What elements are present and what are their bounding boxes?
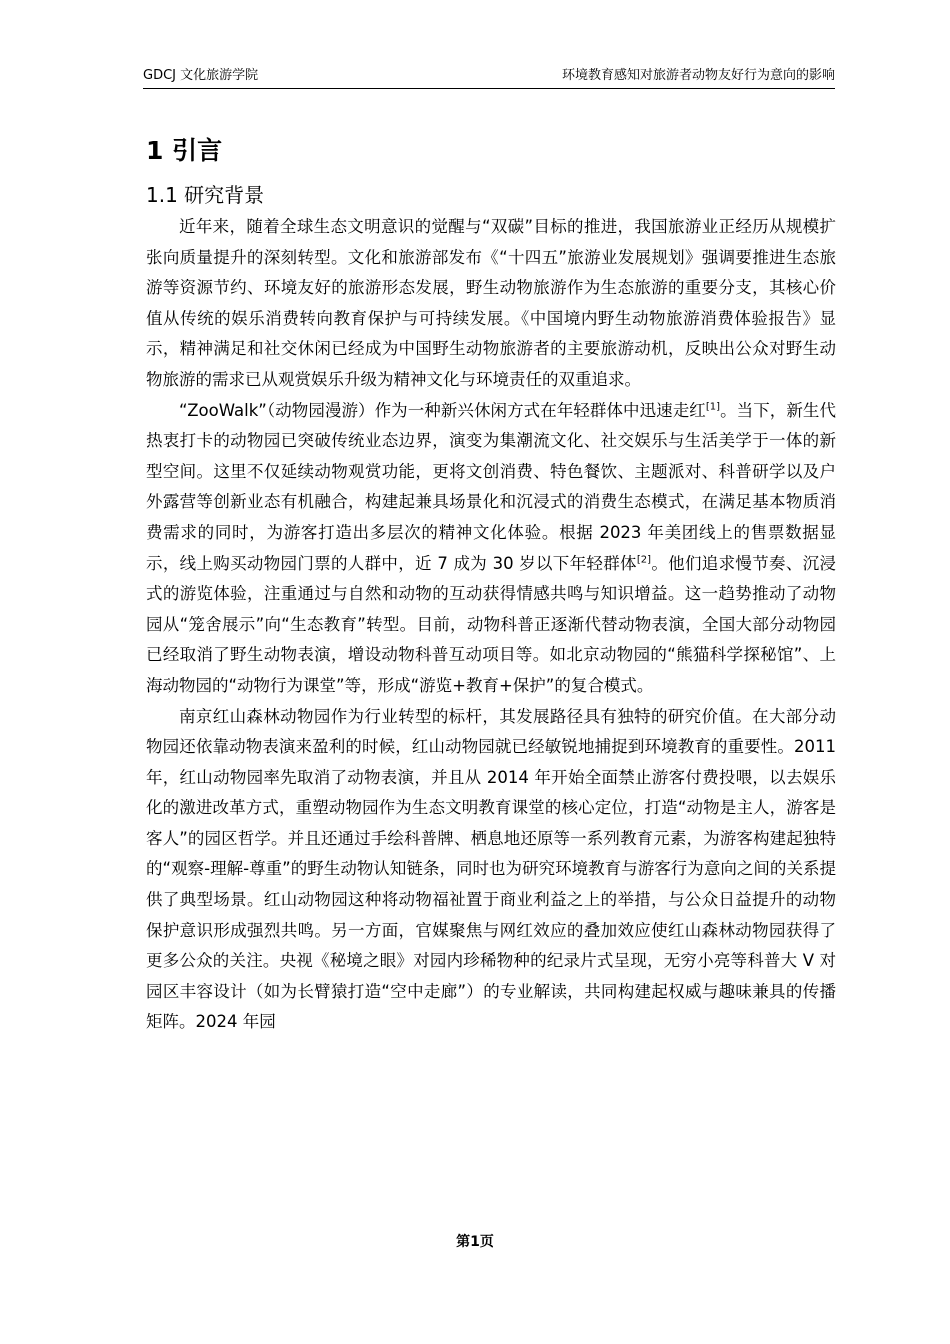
paragraph-3: 南京红山森林动物园作为行业转型的标杆，其发展路径具有独特的研究价值。在大部分动物园还依靠动物表演来盈利的时候，红山动物园就已经敏锐地捕捉到环境教育的重要性。2011 年，红山动物园率先取消了动物表演，并且从 2014 年开始全面禁止游客付费投喂，以去娱乐化的激进改革方式，重塑动物园作为生态文明教育课堂的核心定位，打造“动物是主人，游客是客人”的园区哲学。并且还通过手绘科普牌、栖息地还原等一系列教育元素，为游客构建起独特的“观察-理解-尊重”的野生动物认知链条，同时也为研究环境教育与游客行为意向之间的关系提供了典型场景。红山动物园这种将动物福祉置于商业利益之上的举措，与公众日益提升的动物保护意识形成强烈共鸣。另一方面，官媒聚焦与网红效应的叠加效应使红山森林动物园获得了更多公众的关注。央视《秘境之眼》对园内珍稀物种的纪录片式呈现，无穷小亮等科普大 V 对园区丰容设计（如为长臂猿打造“空中走廊”）的专业解读，共同构建起权威与趣味兼具的传播矩阵。2024 年园	[146, 706, 836, 1032]
page-number: 第1页	[456, 1234, 494, 1250]
page-body	[146, 132, 836, 1038]
header-paper-title: 环境教育感知对旅游者动物友好行为意向的影响	[561, 68, 835, 83]
citation-2: [2]	[636, 554, 652, 566]
paragraph-2-text-b: 。当下，新生代热衷打卡的动物园已突破传统业态边界，演变为集潮流文化、社交娱乐与生活美学于一体的新型空间。这里不仅延续动物观赏功能，更将文创消费、特色餐饮、主题派对、科普研学以及户外露营等创新业态有机融合，构建起兼具场景化和沉浸式的消费生态模式，在满足基本物质消费需求的同时，为游客打造出多层次的精神文化体验。根据 2023 年美团线上的售票数据显示，线上购买动物园门票的人群中，近 7 成为 30 岁以下年轻群体	[146, 400, 837, 573]
subsection-heading: 1.1 研究背景	[146, 183, 265, 207]
running-header	[143, 66, 835, 88]
citation-1: [1]	[705, 401, 721, 413]
header-divider	[143, 88, 835, 89]
paragraph-2-text-a: “ZooWalk”（动物园漫游）作为一种新兴休闲方式在年轻群体中迅速走红	[179, 400, 706, 420]
header-institution: GDCJ 文化旅游学院	[143, 68, 259, 83]
paragraph-2-text-c: 。他们追求慢节奏、沉浸式的游览体验，注重通过与自然和动物的互动获得情感共鸣与知识增益。这一趋势推动了动物园从“笼舍展示”向“生态教育”转型。目前，动物科普正逐渐代替动物表演，全国大部分动物园已经取消了野生动物表演，增设动物科普互动项目等。如北京动物园的“熊猫科学探秘馆”、上海动物园的“动物行为课堂”等，形成“游览+教育+保护”的复合模式。	[146, 553, 836, 695]
paragraph-1: 近年来，随着全球生态文明意识的觉醒与“双碳”目标的推进，我国旅游业正经历从规模扩张向质量提升的深刻转型。文化和旅游部发布《“十四五”旅游业发展规划》强调要推进生态旅游等资源节约、环境友好的旅游形态发展，野生动物旅游作为生态旅游的重要分支，其核心价值从传统的娱乐消费转向教育保护与可持续发展。《中国境内野生动物旅游消费体验报告》显示，精神满足和社交休闲已经成为中国野生动物旅游者的主要旅游动机，反映出公众对野生动物旅游的需求已从观赏娱乐升级为精神文化与环境责任的双重追求。	[146, 217, 836, 389]
section-heading: 1 引言	[146, 136, 223, 165]
paragraph-2	[146, 396, 836, 702]
